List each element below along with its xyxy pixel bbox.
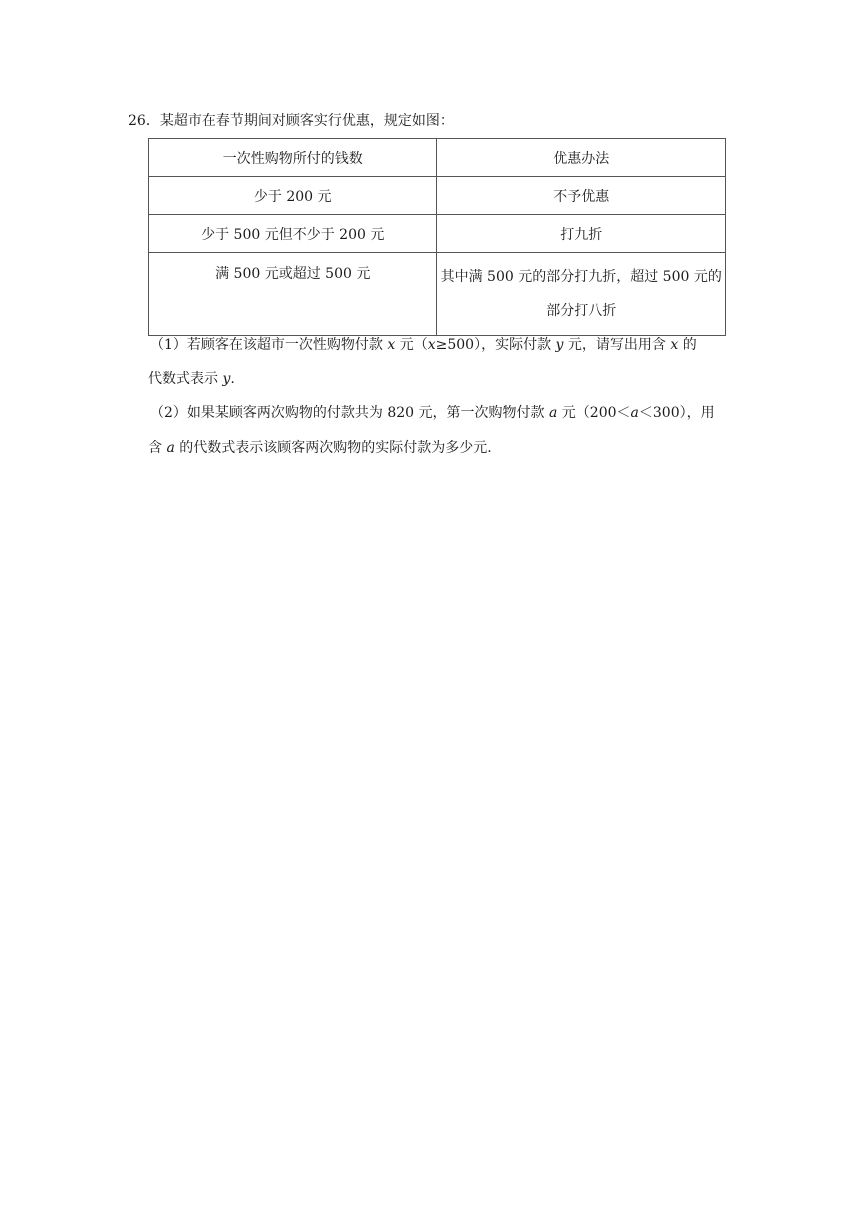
- variable: a: [630, 405, 639, 421]
- table-row: [149, 215, 726, 253]
- text-segment: （1）若顾客在该超市一次性购物付款: [150, 337, 388, 353]
- table-header-cell: 优惠办法: [437, 139, 726, 177]
- table-cell: 不予优惠: [437, 177, 726, 215]
- variable: a: [166, 440, 175, 456]
- variable: x: [670, 337, 679, 353]
- discount-table: [148, 138, 726, 336]
- part1-line2: [148, 368, 235, 388]
- question-number: 26．: [128, 113, 160, 129]
- table-row: [149, 253, 726, 336]
- text-segment: 代数式表示: [148, 371, 223, 387]
- table-row: [149, 177, 726, 215]
- table-cell-line: 其中满 500 元的部分打九折，超过 500 元的: [440, 269, 722, 285]
- table-cell: 满 500 元或超过 500 元: [149, 253, 437, 336]
- text-segment: .: [230, 371, 235, 387]
- variable: x: [387, 337, 396, 353]
- variable: a: [548, 405, 558, 421]
- text-segment: 元，请写出用含: [563, 337, 671, 353]
- text-segment: ＜300），用: [638, 405, 715, 421]
- text-segment: 的代数式表示该顾客两次购物的实际付款为多少元.: [174, 440, 492, 456]
- table-cell: 少于 500 元但不少于 200 元: [149, 215, 437, 253]
- table-cell: [437, 253, 726, 336]
- table-header-row: [149, 139, 726, 177]
- variable: y: [222, 371, 231, 387]
- question-title: [128, 111, 454, 131]
- part1-line1: [150, 334, 697, 354]
- part2-line1: [150, 402, 715, 422]
- text-segment: （2）如果某顾客两次购物的付款共为 820 元，第一次购物付款: [150, 405, 549, 421]
- table-cell-line: 部分打八折: [546, 303, 617, 319]
- table-header-cell: 一次性购物所付的钱数: [149, 139, 437, 177]
- text-segment: 含: [148, 440, 167, 456]
- variable: y: [555, 337, 564, 353]
- text-segment: ≥500），实际付款: [435, 337, 556, 353]
- text-segment: 元（: [395, 337, 428, 353]
- table-cell: 少于 200 元: [149, 177, 437, 215]
- part2-line2: [148, 437, 492, 457]
- variable: x: [427, 337, 436, 353]
- table-cell: 打九折: [437, 215, 726, 253]
- text-segment: 的: [678, 337, 697, 353]
- question-text: 某超市在春节期间对顾客实行优惠，规定如图：: [159, 113, 454, 129]
- text-segment: 元（200＜: [557, 405, 631, 421]
